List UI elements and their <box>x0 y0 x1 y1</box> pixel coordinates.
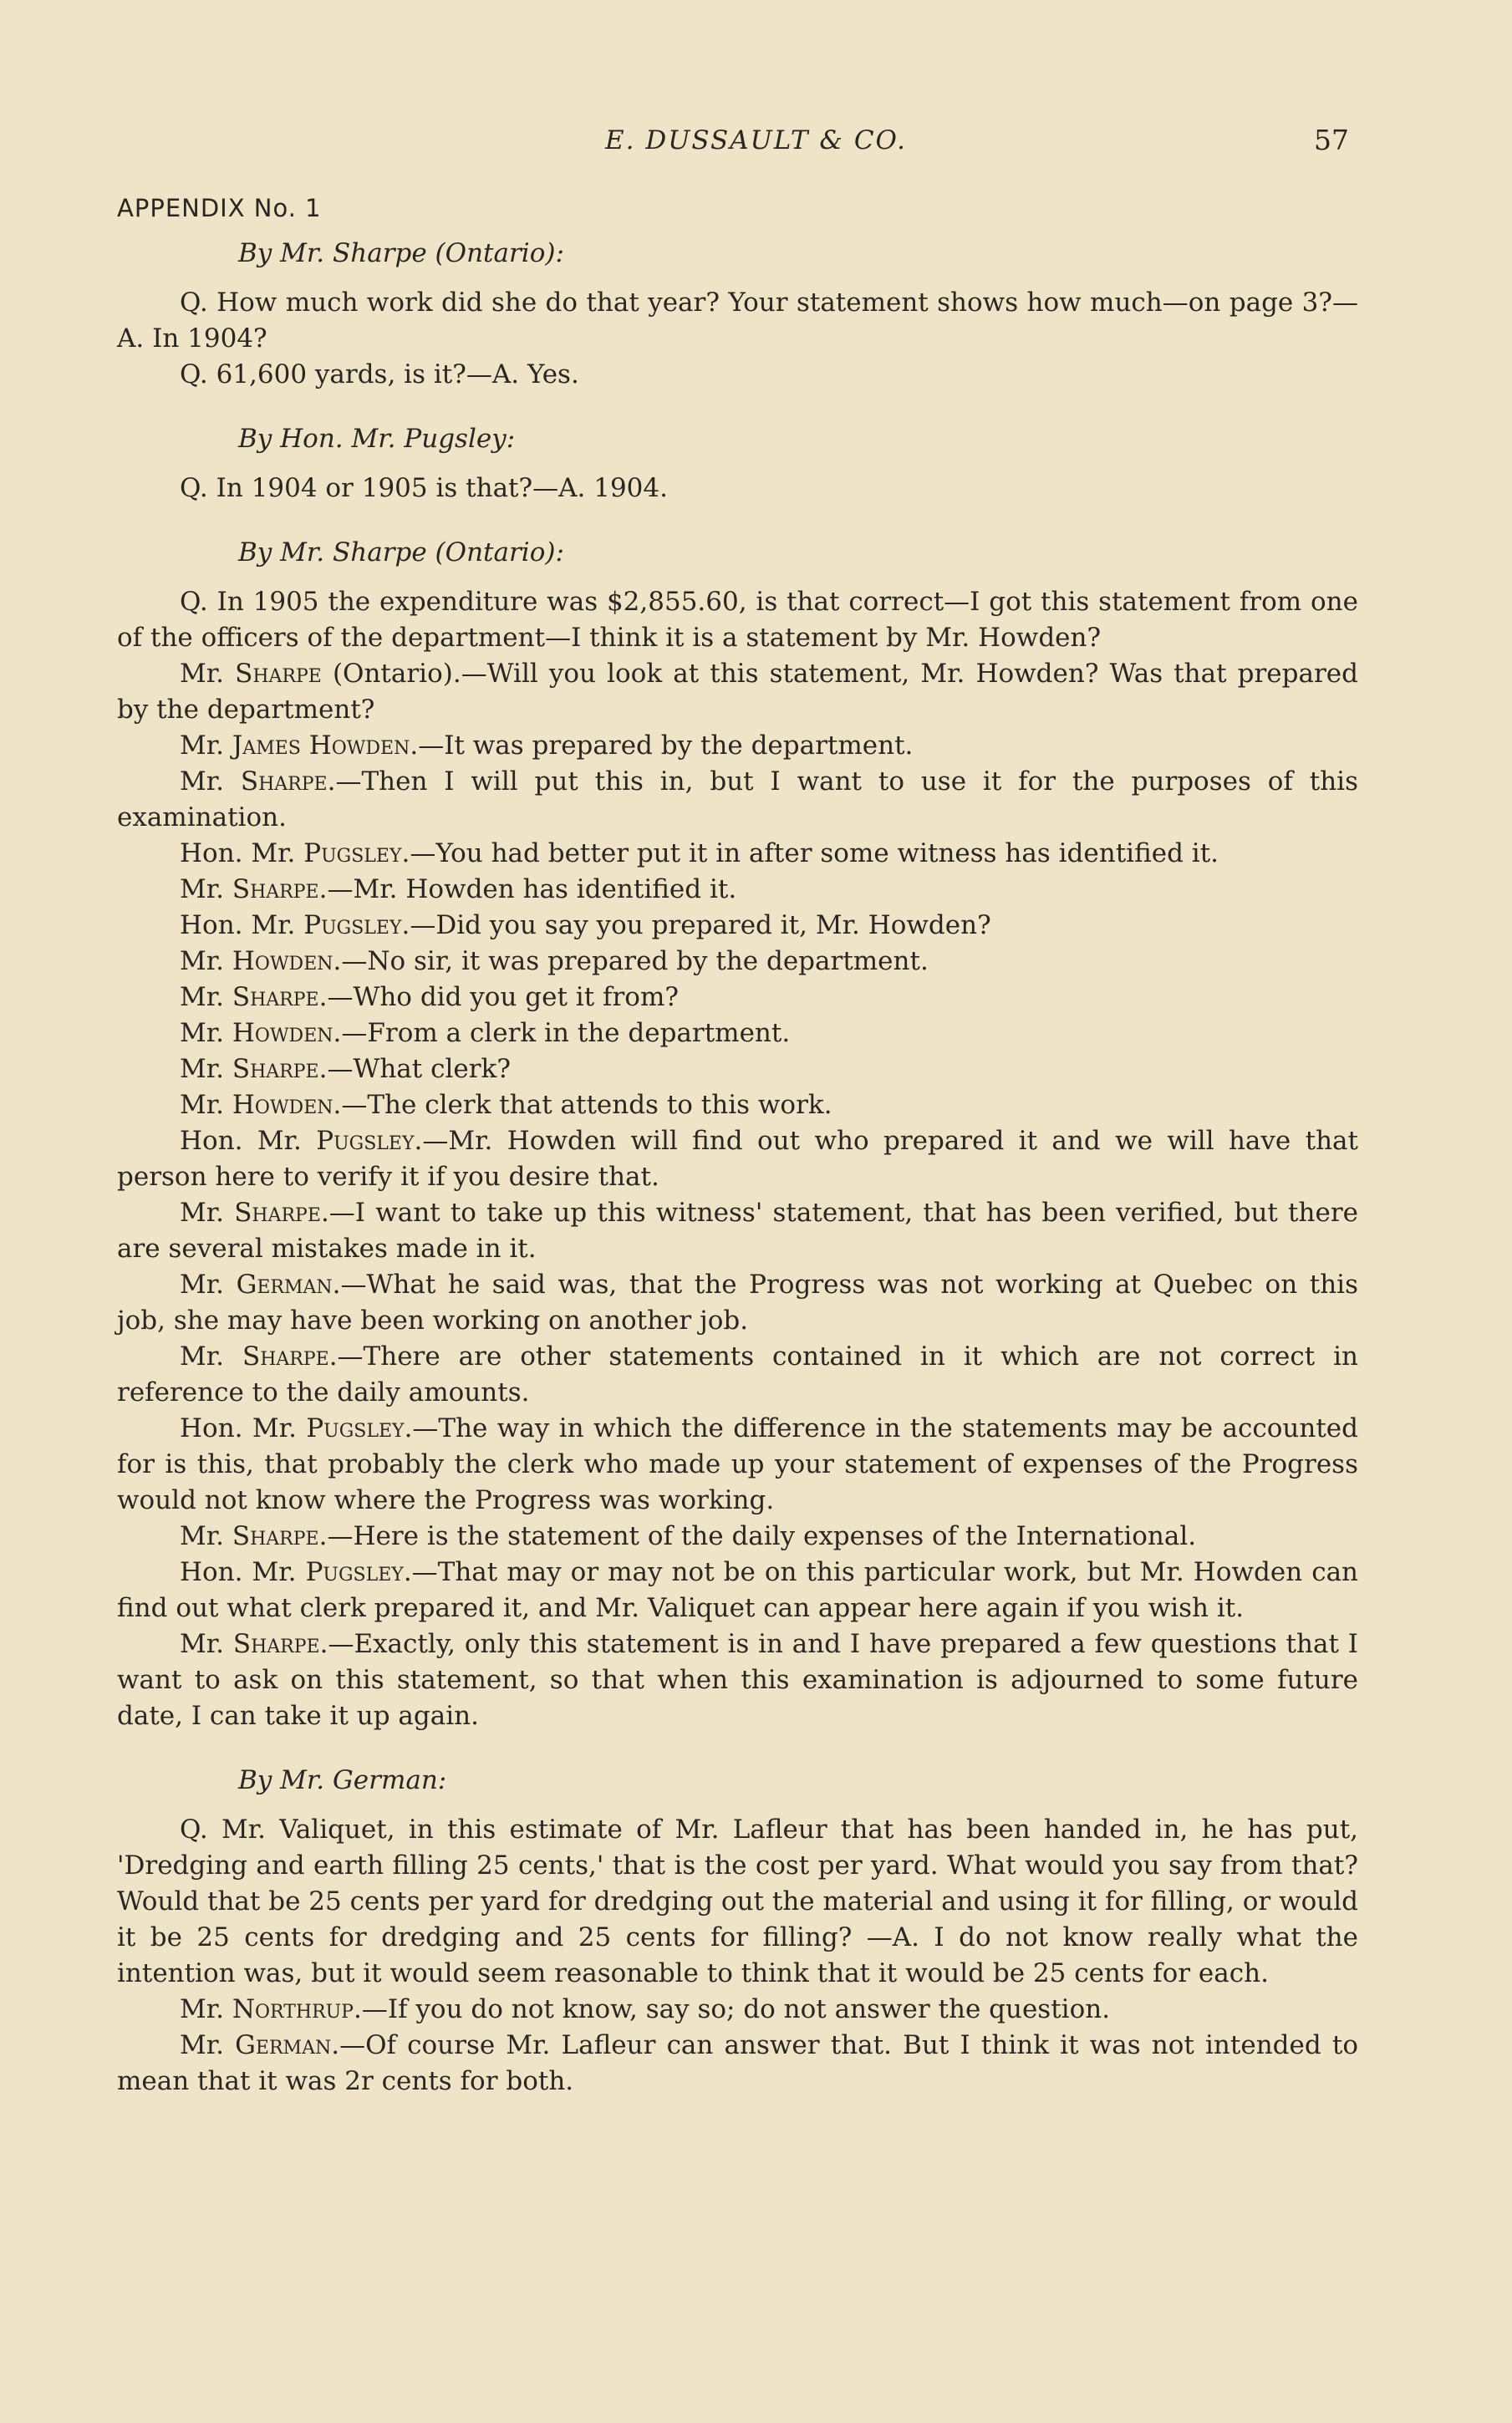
speaker-title: Mr. <box>180 1521 232 1551</box>
speech-text: .—There are other statements contained in it which are not correct in reference to the daily amounts. <box>117 1341 1358 1407</box>
speaker-name: Pugsley <box>303 910 402 940</box>
speech-paragraph <box>117 980 1358 1016</box>
speaker-name: Pugsley <box>303 838 402 868</box>
speaker-name: Sharpe <box>242 1341 329 1372</box>
speaker-name: Sharpe <box>235 659 322 689</box>
speech-paragraph <box>117 1339 1358 1411</box>
speaker-name: Sharpe <box>232 1521 319 1551</box>
running-head: E. DUSSAULT & CO. <box>605 125 907 155</box>
speaker-title: Mr. <box>180 2030 236 2060</box>
speech-text: .—Mr. Howden has identified it. <box>318 874 737 904</box>
speech-text: .—The clerk that attends to this work. <box>333 1090 832 1120</box>
document-body <box>117 234 1358 2100</box>
speech-text: .—Then I will put this in, but I want to use it for the purposes of this examination. <box>117 766 1358 832</box>
speaker-name: Howden <box>232 946 333 976</box>
speech-paragraph <box>117 872 1358 908</box>
speaker-title: Mr. <box>180 730 232 761</box>
section-heading: By Mr. German: <box>238 1765 447 1795</box>
speaker-title: Hon. Mr. <box>180 838 304 868</box>
speech-paragraph <box>117 2028 1358 2100</box>
speech-text: .—From a clerk in the department. <box>333 1018 791 1048</box>
speaker-name: Pugsley <box>305 1557 404 1587</box>
speaker-name: Sharpe <box>232 1629 320 1659</box>
speech-text: .—Exactly, only this statement is in and I have prepared a few questions that I want to ask on this statement, so that when this examination is adjourned to some future date, I can take it up again. <box>117 1629 1358 1731</box>
speech-paragraph <box>117 1519 1358 1555</box>
speech-paragraph <box>117 656 1358 728</box>
speaker-name: Sharpe <box>232 874 319 904</box>
speech-paragraph <box>117 1087 1358 1123</box>
speech-paragraph <box>117 728 1358 764</box>
speaker-name: Pugsley <box>306 1413 405 1443</box>
speaker-title: Mr. <box>180 1018 232 1048</box>
speaker-title: Mr. <box>180 1090 232 1120</box>
speech-paragraph <box>117 944 1358 980</box>
speaker-title: Mr. <box>180 659 236 689</box>
speech-text: .—What clerk? <box>318 1054 511 1084</box>
speech-text: .—That may or may not be on this particular work, but Mr. Howden can find out what clerk prepared it, and Mr. Valiquet can appear here again if you wish it. <box>117 1557 1359 1623</box>
speech-text: .—It was prepared by the department. <box>410 730 914 761</box>
speaker-name: James Howden <box>232 730 410 761</box>
speaker-name: German <box>236 1270 333 1300</box>
appendix-label: APPENDIX No. 1 <box>117 194 322 222</box>
speech-text: .—Of course Mr. Lafleur can answer that. But I think it was not intended to mean that it was 2r cents for both. <box>117 2030 1358 2096</box>
speech-text: .—The way in which the difference in the statements may be accounted for is this, that probably the clerk who made up your statement of expenses of the Progress would not know where the Progress was working. <box>117 1413 1358 1515</box>
speech-paragraph <box>117 764 1358 836</box>
speaker-title: Hon. Mr. <box>180 1557 306 1587</box>
speaker-name: German <box>235 2030 332 2060</box>
speaker-name: Sharpe <box>234 1198 321 1228</box>
speech-paragraph <box>117 1992 1358 2028</box>
speaker-title: Hon. Mr. <box>180 910 304 940</box>
speech-text: .—Mr. Howden will find out who prepared it and we will have that person here to verify it if you desire that. <box>117 1126 1358 1192</box>
speaker-title: Mr. <box>180 946 232 976</box>
question-answer-paragraph: Q. In 1905 the expenditure was $2,855.60, is that correct—I got this statement from one of the officers of the department—I think it is a statement by Mr. Howden? <box>117 587 1358 653</box>
speaker-title: Mr. <box>180 874 232 904</box>
speech-text: .—If you do not know, say so; do not answer the question. <box>353 1994 1111 2024</box>
speaker-name: Howden <box>232 1018 333 1048</box>
speech-text: (Ontario).—Will you look at this statement, Mr. Howden? Was that prepared by the department? <box>117 659 1358 725</box>
speaker-name: Sharpe <box>240 766 328 797</box>
speech-text: .—I want to take up this witness' statement, that has been verified, but there are several mistakes made in it. <box>117 1198 1358 1264</box>
speaker-name: Pugsley <box>316 1126 415 1156</box>
speech-paragraph <box>117 1626 1358 1734</box>
section-heading: By Hon. Mr. Pugsley: <box>238 424 516 454</box>
speaker-title: Mr. <box>180 1054 232 1084</box>
speech-paragraph <box>117 1555 1358 1626</box>
section-heading: By Mr. Sharpe (Ontario): <box>238 238 564 268</box>
speaker-title: Mr. <box>180 766 241 797</box>
speaker-title: Hon. Mr. <box>180 1126 317 1156</box>
speech-paragraph <box>117 1016 1358 1051</box>
speech-paragraph <box>117 1195 1358 1267</box>
speech-paragraph <box>117 1267 1358 1339</box>
section-heading: By Mr. Sharpe (Ontario): <box>238 537 564 568</box>
question-answer-paragraph: Q. 61,600 yards, is it?—A. Yes. <box>180 359 579 389</box>
question-answer-paragraph: Q. Mr. Valiquet, in this estimate of Mr. Lafleur that has been handed in, he has put, 'Dredging and earth filling 25 cents,' that is the cost per yard. What would you say from that? Would that be 25 cents per yard for dredging out the material and using it for filling, or would it be 25 cents for dredging and 25 cents for filling? —A. I do not know really what the intention was, but it would seem reasonable to think that it would be 25 cents for each. <box>117 1815 1358 1988</box>
page-number: 57 <box>1314 124 1349 156</box>
speaker-title: Mr. <box>180 1270 237 1300</box>
speech-text: .—What he said was, that the Progress was not working at Quebec on this job, she may have been working on another job. <box>117 1270 1358 1336</box>
speaker-title: Mr. <box>180 1341 242 1372</box>
speech-text: .—Here is the statement of the daily expenses of the International. <box>318 1521 1197 1551</box>
speaker-name: Howden <box>232 1090 333 1120</box>
speaker-name: Sharpe <box>232 1054 319 1084</box>
speech-paragraph <box>117 1411 1358 1519</box>
speech-paragraph <box>117 1123 1358 1195</box>
speech-text: .—Did you say you prepared it, Mr. Howden? <box>401 910 991 940</box>
speech-text: .—No sir, it was prepared by the department. <box>333 946 929 976</box>
speaker-name: Northrup <box>232 1994 354 2024</box>
speech-paragraph <box>117 1051 1358 1087</box>
speaker-name: Sharpe <box>232 982 319 1012</box>
speech-paragraph <box>117 836 1358 872</box>
speaker-title: Mr. <box>180 982 232 1012</box>
question-answer-paragraph: Q. In 1904 or 1905 is that?—A. 1904. <box>180 473 668 503</box>
speaker-title: Mr. <box>180 1198 235 1228</box>
speech-text: .—Who did you get it from? <box>318 982 679 1012</box>
speech-text: .—You had better put it in after some witness has identified it. <box>401 838 1219 868</box>
question-answer-paragraph: Q. How much work did she do that year? Your statement shows how much—on page 3?—A. In 1904? <box>117 288 1358 354</box>
speech-paragraph <box>117 908 1358 944</box>
speaker-title: Hon. Mr. <box>180 1413 307 1443</box>
speaker-title: Mr. <box>180 1629 233 1659</box>
speaker-title: Mr. <box>180 1994 232 2024</box>
